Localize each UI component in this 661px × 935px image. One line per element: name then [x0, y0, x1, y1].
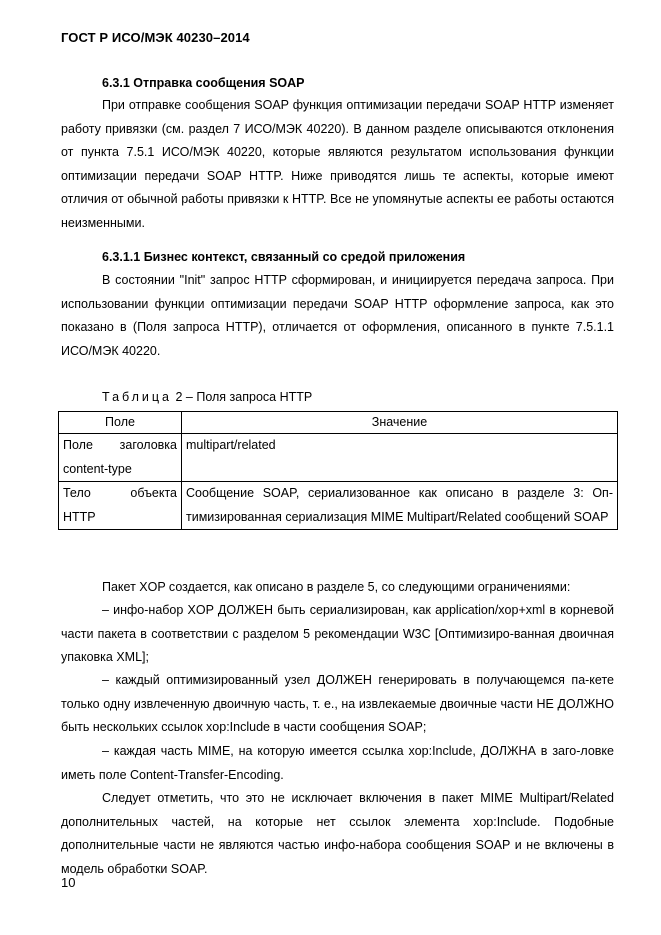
xop-intro-paragraph: Пакет XOP создается, как описано в разделе 5, со следующими ограничениями:: [102, 580, 571, 594]
table-header-row: [59, 412, 618, 434]
http-request-fields-table: [58, 411, 618, 530]
table-caption-word: Таблица: [102, 390, 173, 404]
section-6-3-1-1-paragraph: В состоянии "Init" запрос HTTP сформирован, и инициируется передача запроса. При использовании функции оптимизации передачи SOAP HTTP оформление запроса, как это показано в (Поля запроса HTTP), отличается от оформления, описанного в пункте 7.5.1.1 ИСО/МЭК 40220.: [61, 273, 614, 358]
table-cell-field: Поле заголовка content-type: [59, 434, 182, 482]
table-cell-field: Тело объекта HTTP: [59, 482, 182, 530]
table-header-field: Поле: [59, 412, 182, 434]
table-row: [59, 434, 618, 482]
table-cell-value: Сообщение SOAP, сериализованное как описано в разделе 3: Оп-тимизированная сериализация MIME Multipart/Related сообщений SOAP: [182, 482, 618, 530]
table-caption-text: 2 – Поля запроса HTTP: [175, 390, 313, 404]
xop-note-paragraph: Следует отметить, что это не исключает включения в пакет MIME Multipart/Related дополнительных частей, на которые нет ссылок элемента xop:Include. Подобные дополнительные части не являются частью инфо-набора сообщения SOAP и не включены в модель обработки SOAP.: [61, 791, 614, 876]
xop-constraint-item: – каждый оптимизированный узел ДОЛЖЕН генерировать в получающемся па-кете только одну извлеченную двоичную часть, т. е., на извлекаемые двоичные части НЕ ДОЛЖНО быть нескольких ссылок xop:Include в части сообщения SOAP;: [61, 673, 614, 735]
table-cell-value: multipart/related: [182, 434, 618, 482]
table-caption: [102, 390, 312, 404]
table-row: [59, 482, 618, 530]
page-number: 10: [61, 875, 76, 890]
xop-constraint-item: – инфо-набор XOP ДОЛЖЕН быть сериализирован, как application/xop+xml в корневой части пакета в соответствии с разделом 5 рекомендации W3C [Оптимизиро-ванная двоичная упаковка XML];: [61, 603, 614, 665]
section-heading-6-3-1-1: 6.3.1.1 Бизнес контекст, связанный со средой приложения: [102, 250, 466, 264]
document-header: ГОСТ Р ИСО/МЭК 40230–2014: [61, 30, 250, 45]
section-heading-6-3-1: 6.3.1 Отправка сообщения SOAP: [102, 76, 305, 90]
xop-constraint-item: – каждая часть MIME, на которую имеется ссылка xop:Include, ДОЛЖНА в заго-ловке иметь поле Content-Transfer-Encoding.: [61, 744, 614, 782]
table-header-value: Значение: [182, 412, 618, 434]
section-6-3-1-paragraph: При отправке сообщения SOAP функция оптимизации передачи SOAP HTTP изменяет работу привязки (см. раздел 7 ИСО/МЭК 40220). В данном разделе описываются отклонения от пункта 7.5.1 ИСО/МЭК 40220, которые являются результатом использования функции оптимизации передачи SOAP HTTP. Ниже приводятся лишь те аспекты, которые имеют отличия от обычной работы привязки к HTTP. Все не упомянутые аспекты ее работы остаются неизменными.: [61, 98, 614, 230]
